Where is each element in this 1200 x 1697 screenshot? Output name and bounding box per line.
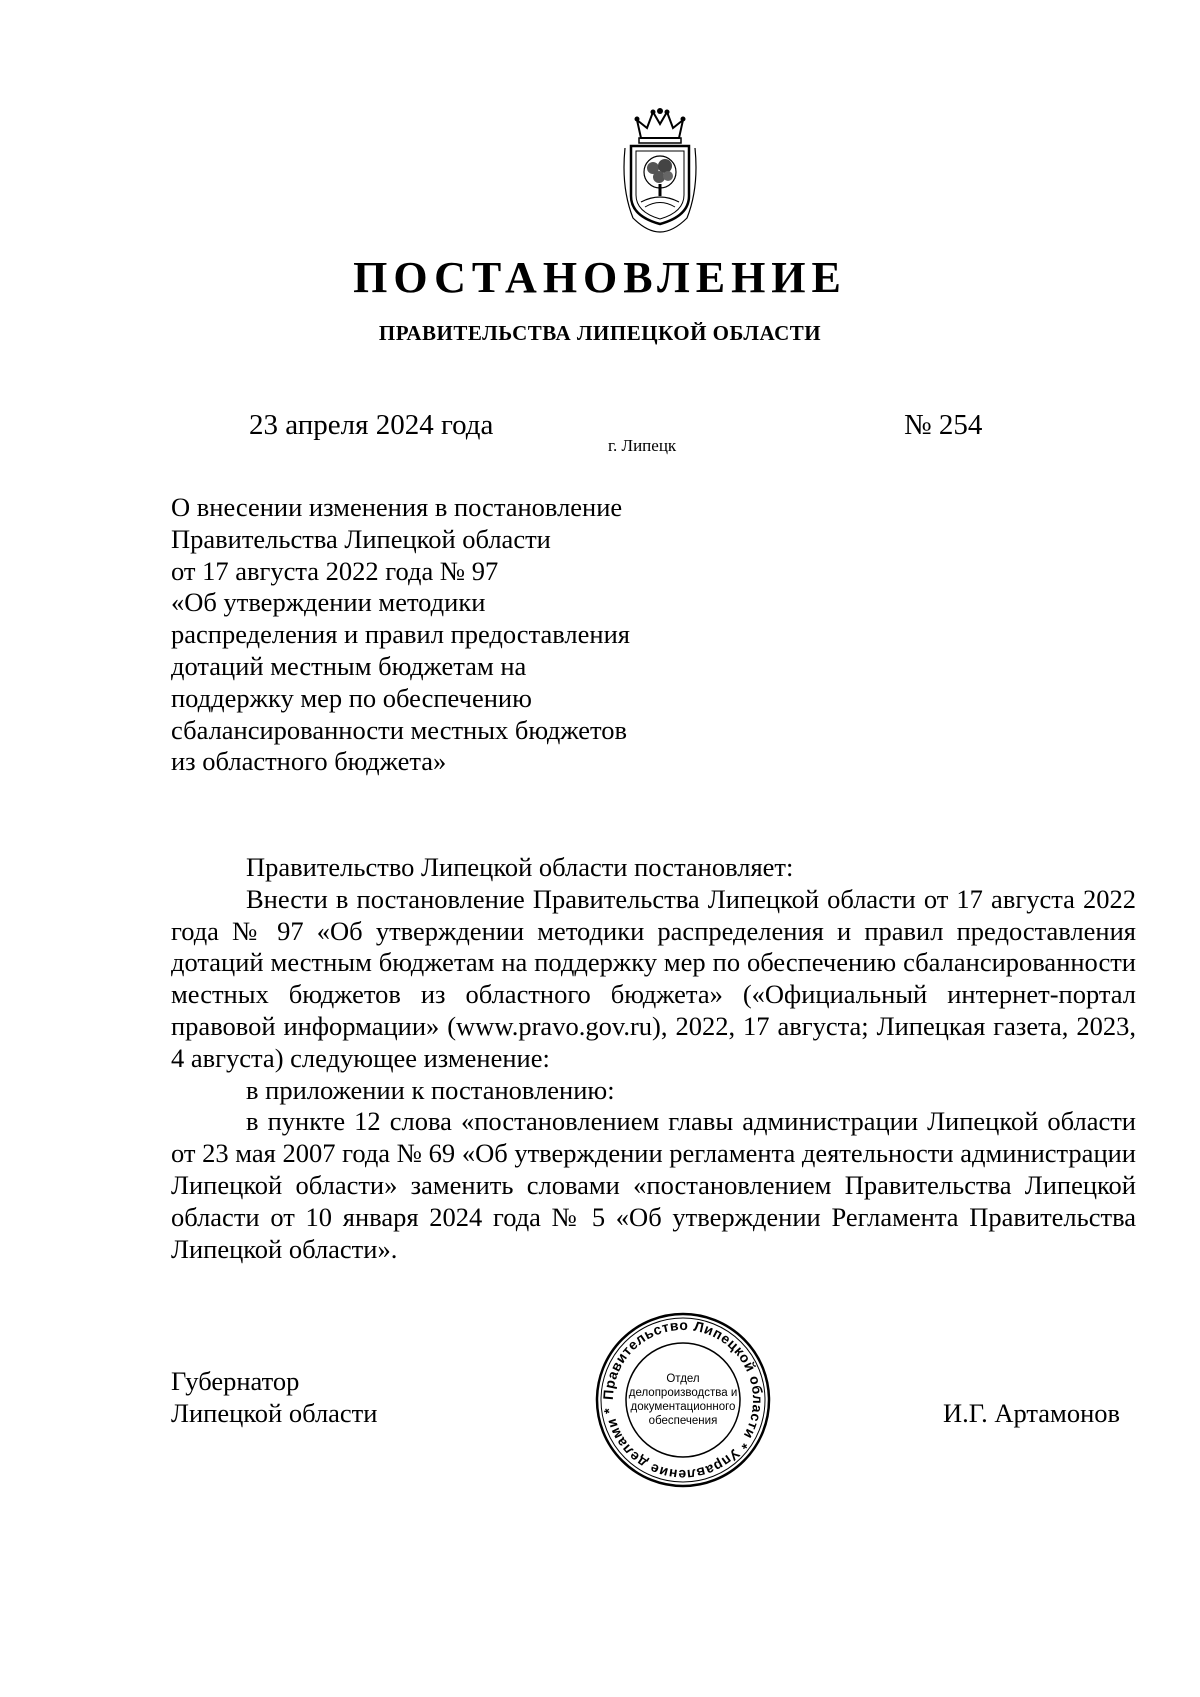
stamp-inner-line: обеспечения — [648, 1415, 718, 1427]
subject-line: «Об утверждении методики — [171, 587, 486, 618]
stamp-inner-line: документационного — [630, 1401, 736, 1413]
document-subtitle: ПРАВИТЕЛЬСТВА ЛИПЕЦКОЙ ОБЛАСТИ — [378, 321, 822, 345]
subject-line: Правительства Липецкой области — [171, 523, 551, 554]
document-number: № 254 — [904, 409, 983, 441]
body-paragraph: Внести в постановление Правительства Липецкой области от 17 августа 2022 года № 97 «Об утверждении методики распределения и правил предоставления дотаций местным бюджетам на поддержку мер по обеспечению сбалансированности местных бюджетов из областного бюджета» («Официальный интернет-портал правовой информации» (www.pravo.gov.ru), 2022, 17 августа; Липецкая газета, 2023, 4 августа) следующее изменение: — [171, 883, 1136, 1073]
subject-line: от 17 августа 2022 года № 97 — [171, 555, 499, 586]
stamp-inner-line: Отдел — [666, 1373, 700, 1385]
subject-line: из областного бюджета» — [171, 746, 447, 777]
document-title: ПОСТАНОВЛЕНИЕ — [353, 253, 847, 302]
body-paragraph: в приложении к постановлению: — [246, 1074, 615, 1105]
signatory-title-line: Липецкой области — [171, 1397, 378, 1428]
body-paragraph: в пункте 12 слова «постановлением главы администрации Липецкой области от 23 мая 2007 года № 69 «Об утверждении регламента деятельности администрации Липецкой области» заменить словами «постановлением Правительства Липецкой области от 10 января 2024 года № 5 «Об утверждении Регламента Правительства Липецкой области». — [171, 1106, 1136, 1264]
document-body — [171, 852, 1136, 1265]
subject-line: дотаций местным бюджетам на — [171, 650, 527, 681]
coat-of-arms-emblem — [617, 108, 703, 234]
body-paragraph: Правительство Липецкой области постановляет: — [246, 852, 794, 882]
subject-line: распределения и правил предоставления — [171, 619, 630, 650]
signatory-name: И.Г. Артамонов — [943, 1398, 1121, 1428]
subject-line: О внесении изменения в постановление — [171, 492, 623, 522]
official-stamp — [595, 1312, 771, 1488]
subject-line: сбалансированности местных бюджетов — [171, 714, 628, 745]
subject-block — [171, 492, 731, 778]
signatory-title-line: Губернатор — [171, 1366, 300, 1396]
document-city: г. Липецк — [608, 436, 677, 455]
stamp-inner-line: делопроизводства и — [628, 1387, 738, 1399]
stamp-outer-text: Правительство Липецкой области * Управление делами * — [599, 1316, 767, 1484]
signatory-title — [171, 1366, 377, 1430]
document-date: 23 апреля 2024 года — [249, 409, 494, 441]
subject-line: поддержку мер по обеспечению — [171, 682, 532, 713]
